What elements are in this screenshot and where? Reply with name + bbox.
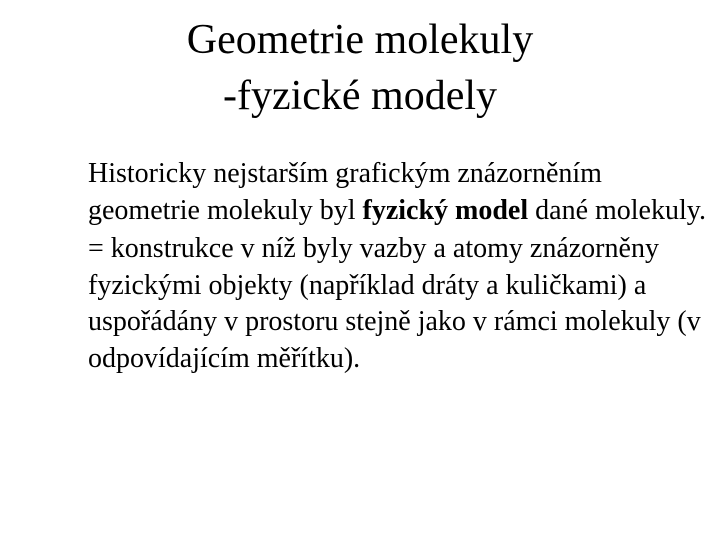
slide-title — [0, 12, 720, 124]
paragraph-2: = konstrukce v níž byly vazby a atomy znázorněny fyzickými objekty (například dráty a kuličkami) a uspořádány v prostoru stejně jako v rámci molekuly (v odpovídajícím měřítku). — [88, 233, 701, 374]
paragraph-1-text-before: Historicky nejstarším grafickým znázorněním geometrie molekuly byl — [88, 158, 602, 226]
paragraph-1 — [88, 156, 713, 229]
title-line-2: -fyzické modely — [222, 73, 498, 119]
title-line-1: Geometrie molekuly — [186, 17, 534, 63]
paragraph-1-bold-term: fyzický model — [362, 194, 529, 226]
slide-body — [88, 156, 713, 377]
paragraph-1-text-after: dané molekuly. — [528, 194, 706, 226]
